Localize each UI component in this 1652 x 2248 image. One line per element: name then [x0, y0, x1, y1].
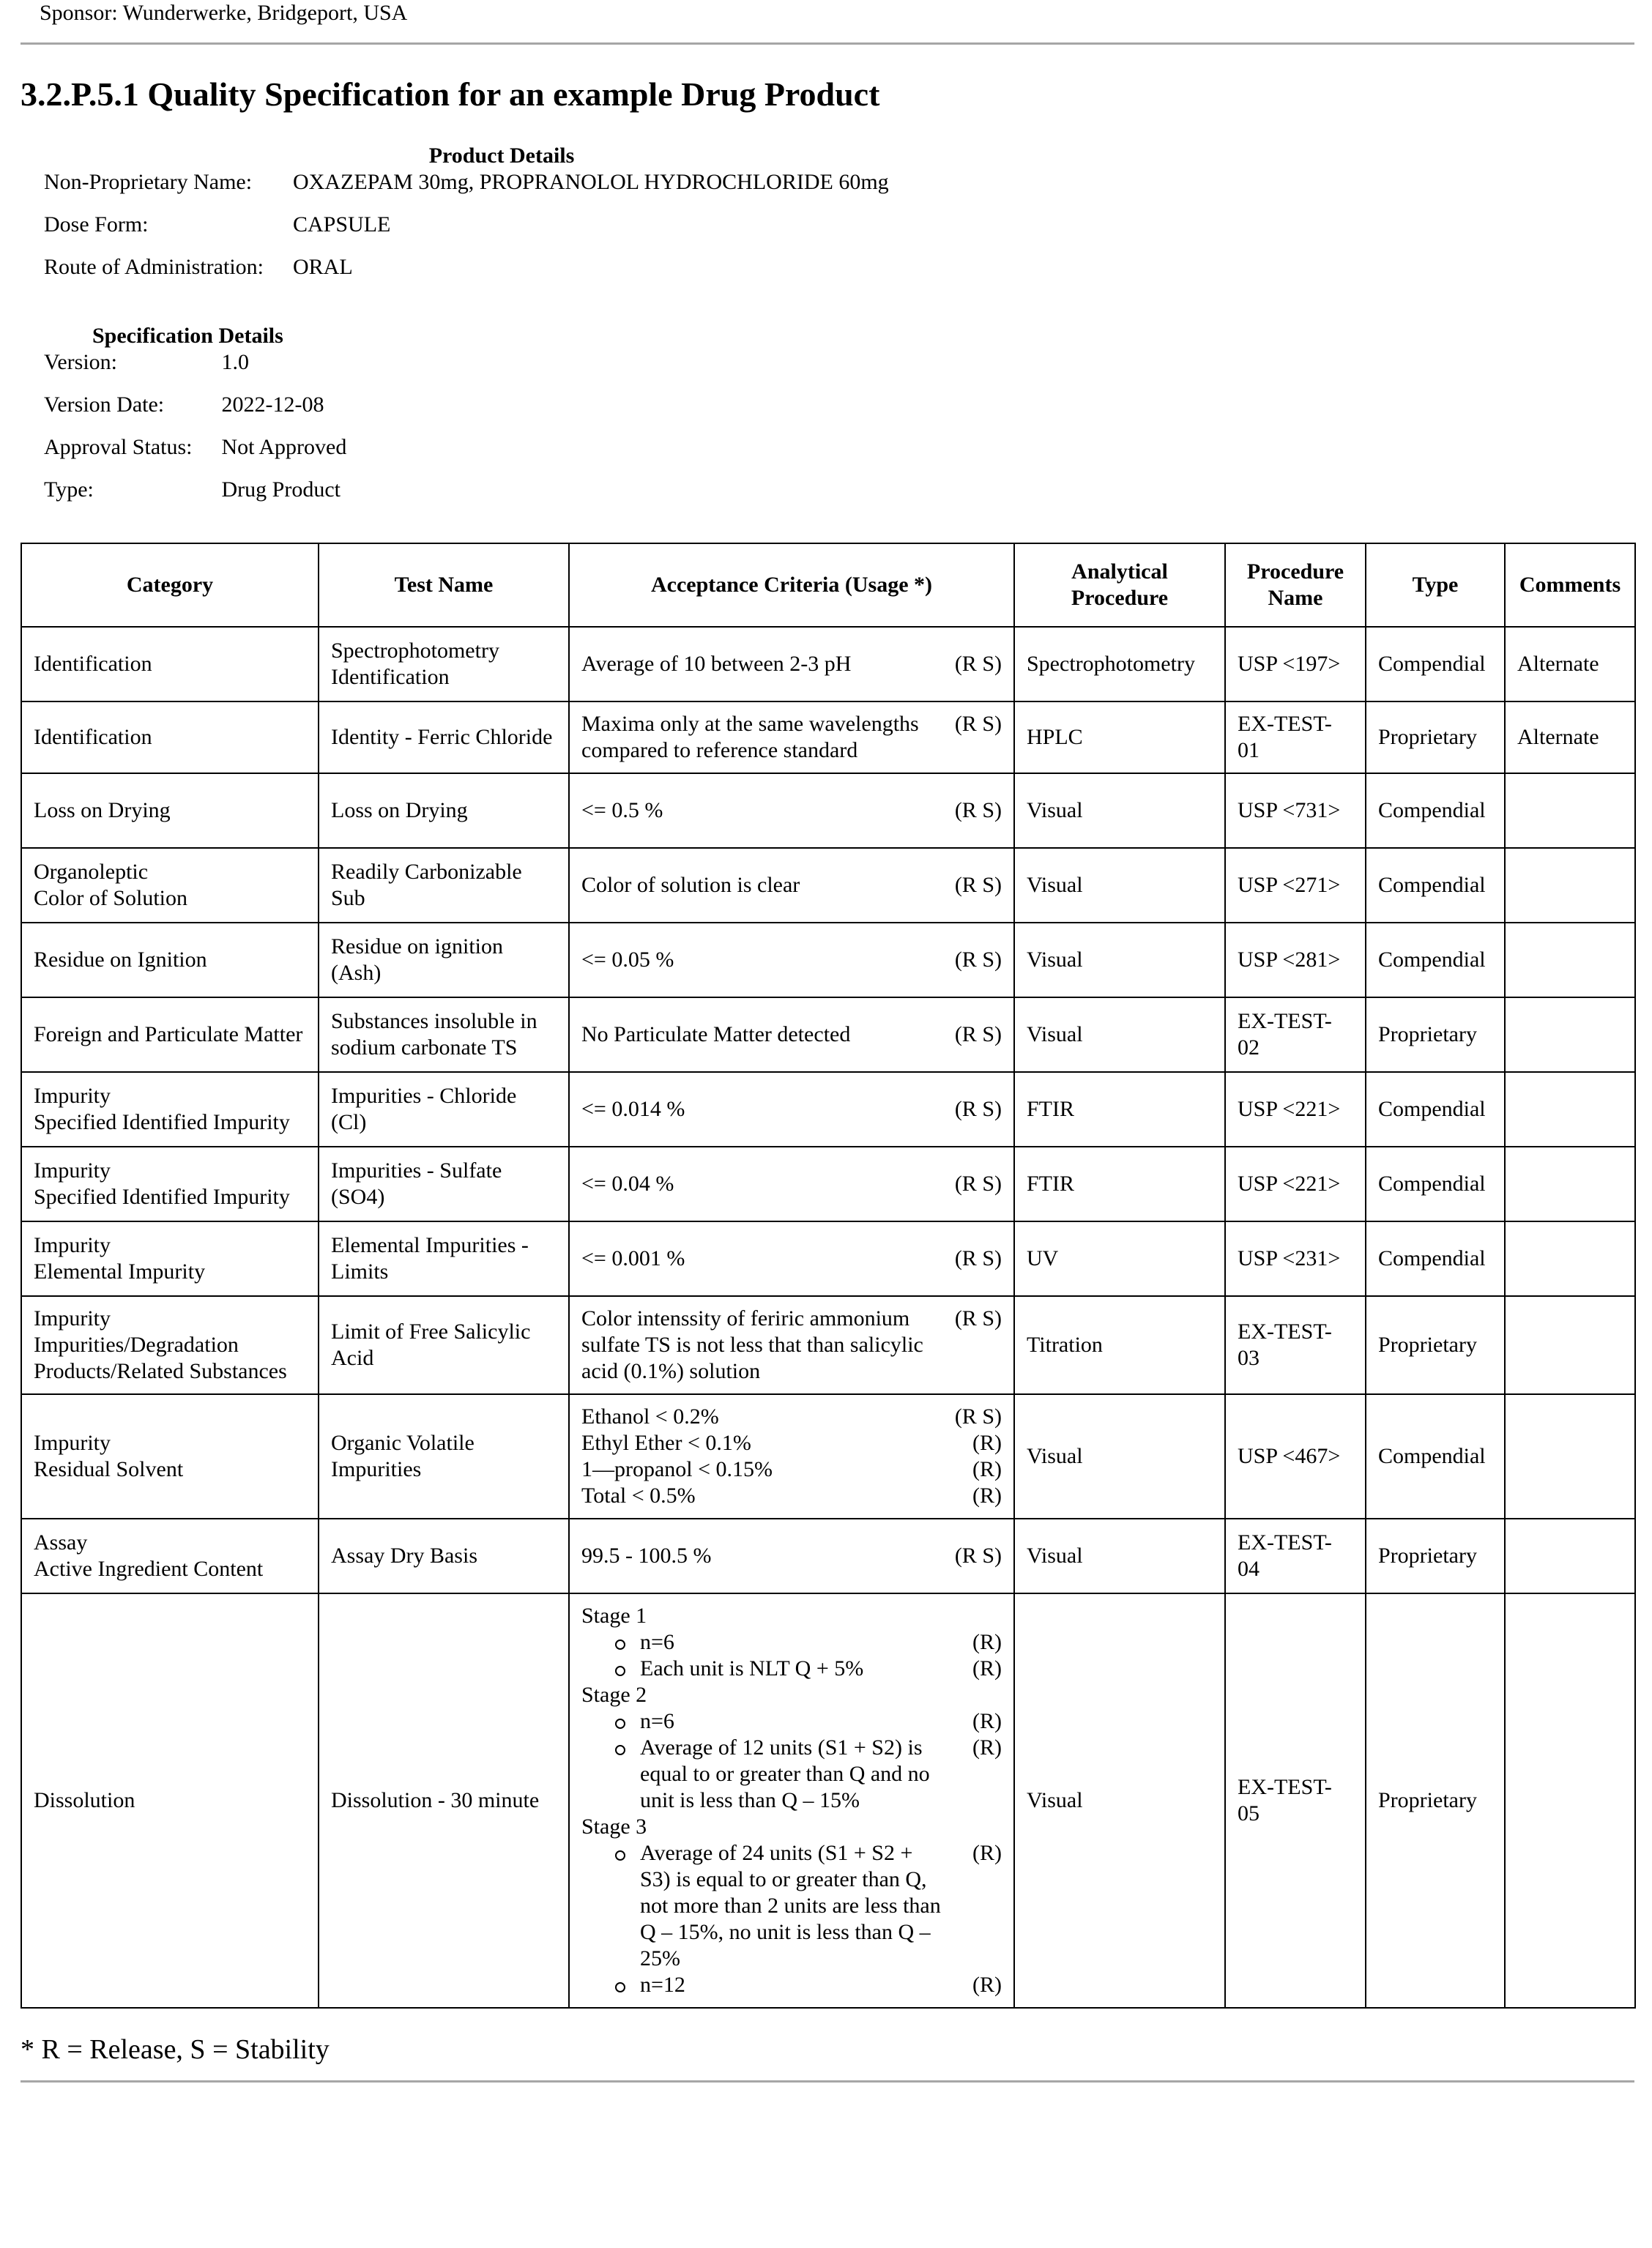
analytical-procedure-cell: Visual — [1014, 923, 1225, 997]
criteria-line — [581, 1543, 1002, 1569]
details-label: Version: — [44, 350, 117, 374]
category-line: Impurity — [34, 1084, 111, 1108]
criteria-cell — [569, 1221, 1014, 1296]
category-cell — [21, 1072, 319, 1147]
procedure-name-cell: USP <731> — [1225, 773, 1366, 848]
table-row — [21, 923, 1635, 997]
criteria-text: Color intenssity of feriric ammonium sulfate TS is not less that than salicylic acid (0.1%) solution — [581, 1306, 923, 1383]
column-header: Comments — [1505, 543, 1635, 627]
usage-code: (R) — [972, 1457, 1002, 1481]
table-row — [21, 1296, 1635, 1394]
category-line: Active Ingredient Content — [34, 1557, 264, 1581]
test-name-cell: Residue on ignition (Ash) — [319, 923, 569, 997]
stage-item — [581, 1735, 1002, 1814]
analytical-procedure-cell: Spectrophotometry — [1014, 627, 1225, 701]
details-row — [44, 392, 376, 434]
stage-item — [581, 1708, 1002, 1735]
type-cell: Proprietary — [1366, 1519, 1505, 1593]
usage-code: (R S) — [954, 948, 1002, 972]
details-value: 1.0 — [221, 350, 249, 374]
test-name-cell: Impurities - Chloride (Cl) — [319, 1072, 569, 1147]
details-label: Approval Status: — [44, 435, 193, 459]
analytical-procedure-cell: FTIR — [1014, 1072, 1225, 1147]
column-header: Procedure Name — [1225, 543, 1366, 627]
details-value: CAPSULE — [293, 212, 391, 237]
category-line: Organoleptic — [34, 860, 149, 884]
specification-details-table — [44, 349, 376, 519]
criteria-text: 99.5 - 100.5 % — [581, 1544, 712, 1568]
criteria-cell — [569, 1072, 1014, 1147]
details-label: Dose Form: — [44, 212, 149, 237]
stage-label: Stage 3 — [581, 1815, 647, 1839]
type-cell: Compendial — [1366, 923, 1505, 997]
criteria-text: 1—propanol < 0.15% — [581, 1457, 773, 1481]
procedure-name-cell: USP <271> — [1225, 848, 1366, 923]
table-header-row — [21, 543, 1635, 627]
criteria-line — [581, 947, 1002, 973]
table-row — [21, 997, 1635, 1072]
procedure-name-cell: EX-TEST-04 — [1225, 1519, 1366, 1593]
procedure-name-cell: EX-TEST-05 — [1225, 1593, 1366, 2008]
table-row — [21, 701, 1635, 773]
test-name-cell: Impurities - Sulfate (SO4) — [319, 1147, 569, 1221]
criteria-cell — [569, 773, 1014, 848]
table-row — [21, 627, 1635, 701]
usage-code: (R S) — [954, 1306, 1002, 1330]
comments-cell — [1505, 1296, 1635, 1394]
category-cell — [21, 1147, 319, 1221]
category-line: Specified Identified Impurity — [34, 1185, 290, 1209]
comments-cell: Alternate — [1505, 701, 1635, 773]
usage-code: (R S) — [954, 652, 1002, 676]
column-header: Test Name — [319, 543, 569, 627]
usage-code: (R) — [972, 1431, 1002, 1455]
analytical-procedure-cell: FTIR — [1014, 1147, 1225, 1221]
criteria-line — [581, 711, 1002, 764]
category-line: Specified Identified Impurity — [34, 1110, 290, 1134]
table-row — [21, 1519, 1635, 1593]
criteria-text: <= 0.014 % — [581, 1097, 685, 1121]
table-row — [21, 1221, 1635, 1296]
criteria-text: Ethyl Ether < 0.1% — [581, 1431, 751, 1455]
procedure-name-cell: USP <281> — [1225, 923, 1366, 997]
type-cell: Proprietary — [1366, 701, 1505, 773]
category-cell — [21, 627, 319, 701]
specification-details — [44, 323, 1634, 519]
criteria-cell — [569, 848, 1014, 923]
product-details-table — [44, 169, 918, 297]
category-cell — [21, 1519, 319, 1593]
stage-item-text: n=6 — [640, 1630, 674, 1654]
category-line: Loss on Drying — [34, 798, 171, 822]
category-cell — [21, 1221, 319, 1296]
comments-cell — [1505, 1394, 1635, 1519]
product-details — [44, 143, 1634, 297]
stage-label: Stage 1 — [581, 1604, 647, 1628]
criteria-line — [581, 1404, 1002, 1430]
usage-code: (R S) — [954, 1404, 1002, 1429]
comments-cell — [1505, 997, 1635, 1072]
product-details-caption: Product Details — [428, 144, 575, 168]
analytical-procedure-cell: Visual — [1014, 1519, 1225, 1593]
details-value: Drug Product — [221, 477, 341, 502]
category-line: Impurity — [34, 1431, 111, 1455]
usage-code: (R) — [972, 1735, 1002, 1760]
test-name-cell: Dissolution - 30 minute — [319, 1593, 569, 2008]
category-line: Elemental Impurity — [34, 1259, 206, 1284]
criteria-cell — [569, 1519, 1014, 1593]
details-value: ORAL — [293, 255, 353, 279]
details-label: Version Date: — [44, 392, 165, 417]
criteria-line — [581, 1246, 1002, 1272]
test-name-cell: Substances insoluble in sodium carbonate TS — [319, 997, 569, 1072]
criteria-text: Total < 0.5% — [581, 1484, 696, 1508]
test-name-cell: Elemental Impurities - Limits — [319, 1221, 569, 1296]
analytical-procedure-cell: Visual — [1014, 997, 1225, 1072]
criteria-cell — [569, 627, 1014, 701]
usage-code: (R S) — [954, 873, 1002, 897]
table-row — [21, 1072, 1635, 1147]
column-header: Category — [21, 543, 319, 627]
criteria-text: <= 0.001 % — [581, 1246, 685, 1270]
criteria-line — [581, 1171, 1002, 1197]
details-row — [44, 434, 376, 477]
criteria-line — [581, 1483, 1002, 1509]
procedure-name-cell: EX-TEST-03 — [1225, 1296, 1366, 1394]
usage-code: (R S) — [954, 1172, 1002, 1196]
analytical-procedure-cell: Visual — [1014, 773, 1225, 848]
category-line: Impurity — [34, 1233, 111, 1257]
criteria-cell — [569, 1296, 1014, 1394]
details-label: Type: — [44, 477, 94, 502]
comments-cell — [1505, 773, 1635, 848]
test-name-cell: Identity - Ferric Chloride — [319, 701, 569, 773]
type-cell: Compendial — [1366, 627, 1505, 701]
details-row — [44, 212, 918, 254]
details-value: 2022-12-08 — [221, 392, 324, 417]
procedure-name-cell: USP <221> — [1225, 1147, 1366, 1221]
usage-code: (R) — [972, 1656, 1002, 1681]
test-name-cell: Assay Dry Basis — [319, 1519, 569, 1593]
table-row — [21, 1147, 1635, 1221]
usage-code: (R S) — [954, 712, 1002, 736]
criteria-text: <= 0.05 % — [581, 948, 674, 972]
type-cell: Compendial — [1366, 1147, 1505, 1221]
usage-code: (R S) — [954, 1022, 1002, 1046]
stage-item — [581, 1972, 1002, 1998]
category-cell — [21, 701, 319, 773]
category-line: Impurity — [34, 1158, 111, 1183]
usage-footnote: * R = Release, S = Stability — [21, 2034, 330, 2065]
details-row — [44, 477, 376, 519]
usage-code: (R S) — [954, 1544, 1002, 1568]
analytical-procedure-cell: Visual — [1014, 1593, 1225, 2008]
usage-code: (R) — [972, 1484, 1002, 1508]
column-header: Analytical Procedure — [1014, 543, 1225, 627]
criteria-text: <= 0.04 % — [581, 1172, 674, 1196]
criteria-cell — [569, 1147, 1014, 1221]
stage-item-text: Average of 12 units (S1 + S2) is equal to or greater than Q and no unit is less than Q – 15% — [640, 1735, 930, 1812]
category-line: Residue on Ignition — [34, 948, 207, 972]
comments-cell: Alternate — [1505, 627, 1635, 701]
table-row — [21, 1394, 1635, 1519]
criteria-line — [581, 1021, 1002, 1048]
specification-details-caption: Specification Details — [92, 324, 283, 348]
column-header: Type — [1366, 543, 1505, 627]
criteria-cell — [569, 923, 1014, 997]
details-row — [44, 254, 918, 297]
comments-cell — [1505, 1072, 1635, 1147]
stage-item-text: Average of 24 units (S1 + S2 + S3) is equal to or greater than Q, not more than 2 units are less than Q – 15%, no unit is less than Q – 25% — [640, 1841, 941, 1970]
test-name-cell: Readily Carbonizable Sub — [319, 848, 569, 923]
stage-item — [581, 1840, 1002, 1972]
procedure-name-cell: EX-TEST-01 — [1225, 701, 1366, 773]
column-header: Acceptance Criteria (Usage *) — [569, 543, 1014, 627]
criteria-text: Maxima only at the same wavelengths compared to reference standard — [581, 712, 919, 762]
test-name-cell: Loss on Drying — [319, 773, 569, 848]
category-line: Impurity — [34, 1306, 111, 1330]
criteria-cell — [569, 997, 1014, 1072]
details-value: Not Approved — [221, 435, 347, 459]
type-cell: Compendial — [1366, 1221, 1505, 1296]
document-page — [21, 0, 1634, 2083]
comments-cell — [1505, 1221, 1635, 1296]
category-cell — [21, 1296, 319, 1394]
category-line: Identification — [34, 725, 152, 749]
criteria-line — [581, 1306, 1002, 1385]
criteria-line — [581, 651, 1002, 677]
bottom-divider — [21, 2080, 1634, 2083]
usage-code: (R) — [972, 1841, 1002, 1865]
criteria-text: No Particulate Matter detected — [581, 1022, 851, 1046]
category-cell — [21, 997, 319, 1072]
criteria-line — [581, 1096, 1002, 1123]
usage-code: (R) — [972, 1973, 1002, 1997]
usage-code: (R) — [972, 1709, 1002, 1733]
category-line: Impurities/Degradation Products/Related Substances — [34, 1333, 287, 1383]
stage-item-text: Each unit is NLT Q + 5% — [640, 1656, 864, 1681]
details-label: Route of Administration: — [44, 255, 264, 279]
comments-cell — [1505, 848, 1635, 923]
usage-code: (R S) — [954, 1097, 1002, 1121]
type-cell: Compendial — [1366, 773, 1505, 848]
criteria-line — [581, 872, 1002, 898]
category-cell — [21, 923, 319, 997]
criteria-line — [581, 797, 1002, 824]
type-cell: Proprietary — [1366, 997, 1505, 1072]
criteria-line — [581, 1430, 1002, 1456]
analytical-procedure-cell: HPLC — [1014, 701, 1225, 773]
comments-cell — [1505, 1147, 1635, 1221]
usage-code: (R S) — [954, 1246, 1002, 1270]
details-label: Non-Proprietary Name: — [44, 170, 253, 194]
top-divider — [21, 42, 1634, 45]
stage-label: Stage 2 — [581, 1683, 647, 1707]
analytical-procedure-cell: Visual — [1014, 1394, 1225, 1519]
category-line: Assay — [34, 1530, 88, 1555]
type-cell: Proprietary — [1366, 1593, 1505, 2008]
analytical-procedure-cell: UV — [1014, 1221, 1225, 1296]
comments-cell — [1505, 923, 1635, 997]
criteria-cell — [569, 1394, 1014, 1519]
category-line: Foreign and Particulate Matter — [34, 1022, 303, 1046]
procedure-name-cell: USP <231> — [1225, 1221, 1366, 1296]
criteria-line — [581, 1456, 1002, 1483]
procedure-name-cell: EX-TEST-02 — [1225, 997, 1366, 1072]
criteria-text: Ethanol < 0.2% — [581, 1404, 719, 1429]
criteria-text: Average of 10 between 2-3 pH — [581, 652, 852, 676]
category-line: Identification — [34, 652, 152, 676]
details-row — [44, 349, 376, 392]
category-line: Color of Solution — [34, 886, 188, 910]
category-cell — [21, 848, 319, 923]
procedure-name-cell: USP <221> — [1225, 1072, 1366, 1147]
category-cell — [21, 1394, 319, 1519]
type-cell: Proprietary — [1366, 1296, 1505, 1394]
criteria-text: <= 0.5 % — [581, 798, 663, 822]
test-name-cell: Limit of Free Salicylic Acid — [319, 1296, 569, 1394]
test-name-cell: Organic Volatile Impurities — [319, 1394, 569, 1519]
procedure-name-cell: USP <467> — [1225, 1394, 1366, 1519]
details-row — [44, 169, 918, 212]
page-title: 3.2.P.5.1 Quality Specification for an example Drug Product — [21, 75, 880, 113]
category-cell: Dissolution — [21, 1593, 319, 2008]
table-row-dissolution — [21, 1593, 1635, 2008]
table-row — [21, 848, 1635, 923]
test-name-cell: Spectrophotometry Identification — [319, 627, 569, 701]
criteria-cell — [569, 701, 1014, 773]
stage-item — [581, 1656, 1002, 1682]
comments-cell — [1505, 1519, 1635, 1593]
type-cell: Compendial — [1366, 1072, 1505, 1147]
type-cell: Compendial — [1366, 1394, 1505, 1519]
procedure-name-cell: USP <197> — [1225, 627, 1366, 701]
category-line: Residual Solvent — [34, 1457, 184, 1481]
quality-specification-table — [21, 543, 1636, 2009]
category-cell — [21, 773, 319, 848]
criteria-cell — [569, 1593, 1014, 2008]
criteria-text: Color of solution is clear — [581, 873, 800, 897]
stage-item-text: n=12 — [640, 1973, 685, 1997]
table-row — [21, 773, 1635, 848]
analytical-procedure-cell: Visual — [1014, 848, 1225, 923]
sponsor-line: Sponsor: Wunderwerke, Bridgeport, USA — [40, 1, 408, 25]
usage-code: (R) — [972, 1630, 1002, 1654]
stage-item — [581, 1629, 1002, 1656]
stage-item-text: n=6 — [640, 1709, 674, 1733]
details-value: OXAZEPAM 30mg, PROPRANOLOL HYDROCHLORIDE 60mg — [293, 170, 889, 194]
comments-cell — [1505, 1593, 1635, 2008]
analytical-procedure-cell: Titration — [1014, 1296, 1225, 1394]
type-cell: Compendial — [1366, 848, 1505, 923]
usage-code: (R S) — [954, 798, 1002, 822]
